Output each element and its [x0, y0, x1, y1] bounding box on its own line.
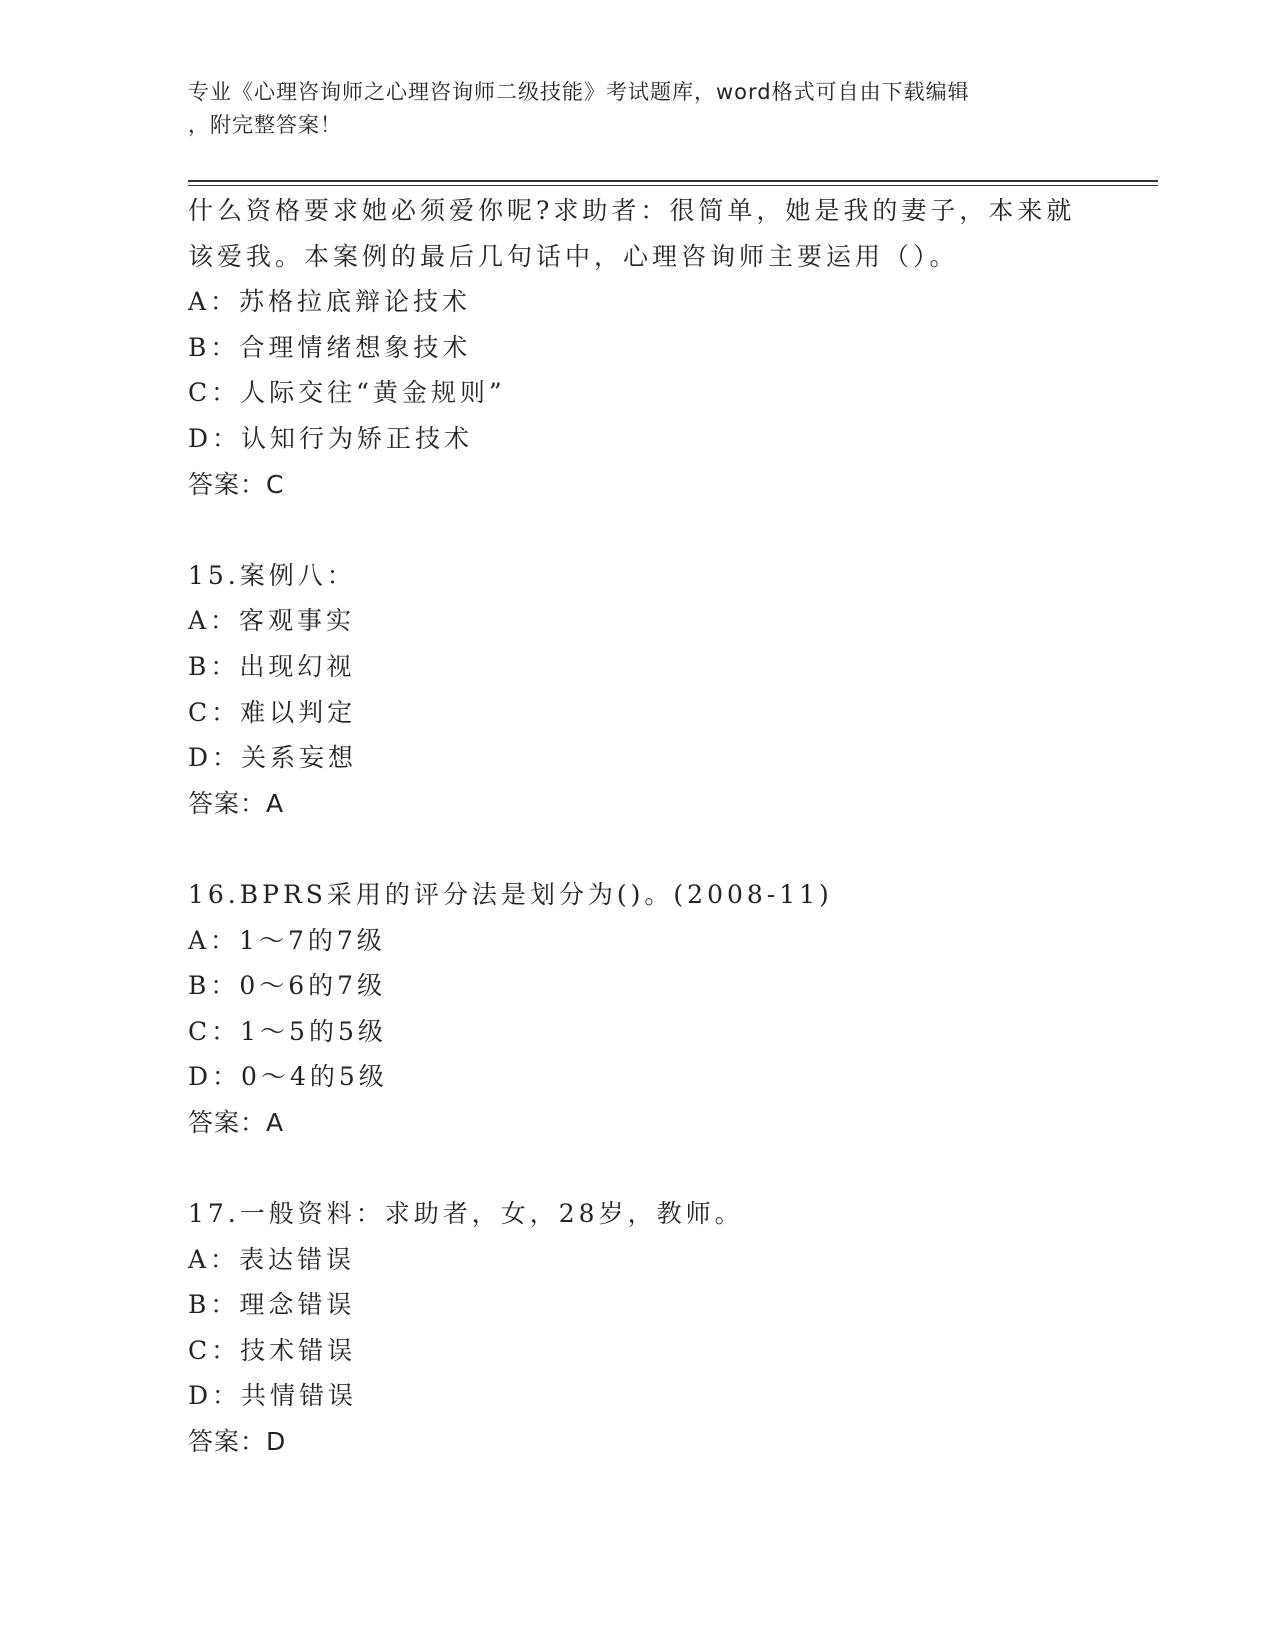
header-divider [188, 180, 1158, 186]
question-16 [188, 872, 1148, 1146]
option-c: C：1～5的5级 [188, 1016, 387, 1046]
option-c: C：人际交往“黄金规则” [188, 378, 506, 408]
question-stem: 17.一般资料：求助者，女，28岁，教师。 [188, 1199, 744, 1229]
question-stem: 什么资格要求她必须爱你呢?求助者：很简单，她是我的妻子，本来就 [188, 196, 1076, 225]
option-b: B：理念错误 [188, 1290, 356, 1320]
option-a: A：客观事实 [188, 606, 356, 636]
option-a: A：表达错误 [188, 1244, 356, 1274]
answer-line: 答案：A [188, 788, 285, 818]
question-stem: 16.BPRS采用的评分法是划分为()。(2008-11) [188, 879, 833, 909]
page-header [188, 76, 1068, 142]
answer-line: 答案：D [188, 1427, 287, 1457]
option-b: B：0～6的7级 [188, 971, 387, 1001]
question-15 [188, 553, 1148, 827]
header-title-line: 专业《心理咨询师之心理咨询师二级技能》考试题库，word格式可自由下载编辑 [188, 80, 970, 104]
option-a: A：1～7的7级 [188, 925, 386, 955]
answer-line: 答案：A [188, 1107, 285, 1137]
option-c: C：难以判定 [188, 697, 357, 727]
question-14-continued [188, 188, 1148, 507]
option-d: D：共情错误 [188, 1381, 358, 1411]
question-stem: 该爱我。本案例的最后几句话中，心理咨询师主要运用（）。 [188, 241, 959, 271]
option-d: D：关系妄想 [188, 743, 358, 773]
answer-line: 答案：C [188, 469, 285, 499]
option-b: B：合理情绪想象技术 [188, 332, 472, 362]
question-list [188, 188, 1148, 1465]
spacer [188, 507, 1148, 553]
option-b: B：出现幻视 [188, 651, 356, 681]
option-a: A：苏格拉底辩论技术 [188, 287, 472, 317]
question-stem: 15.案例八： [188, 560, 356, 590]
option-c: C：技术错误 [188, 1335, 357, 1365]
question-17 [188, 1191, 1148, 1465]
spacer [188, 826, 1148, 872]
option-d: D：0～4的5级 [188, 1062, 388, 1092]
spacer [188, 1145, 1148, 1191]
header-subtitle-line: ，附完整答案！ [188, 113, 342, 137]
option-d: D：认知行为矫正技术 [188, 423, 474, 453]
